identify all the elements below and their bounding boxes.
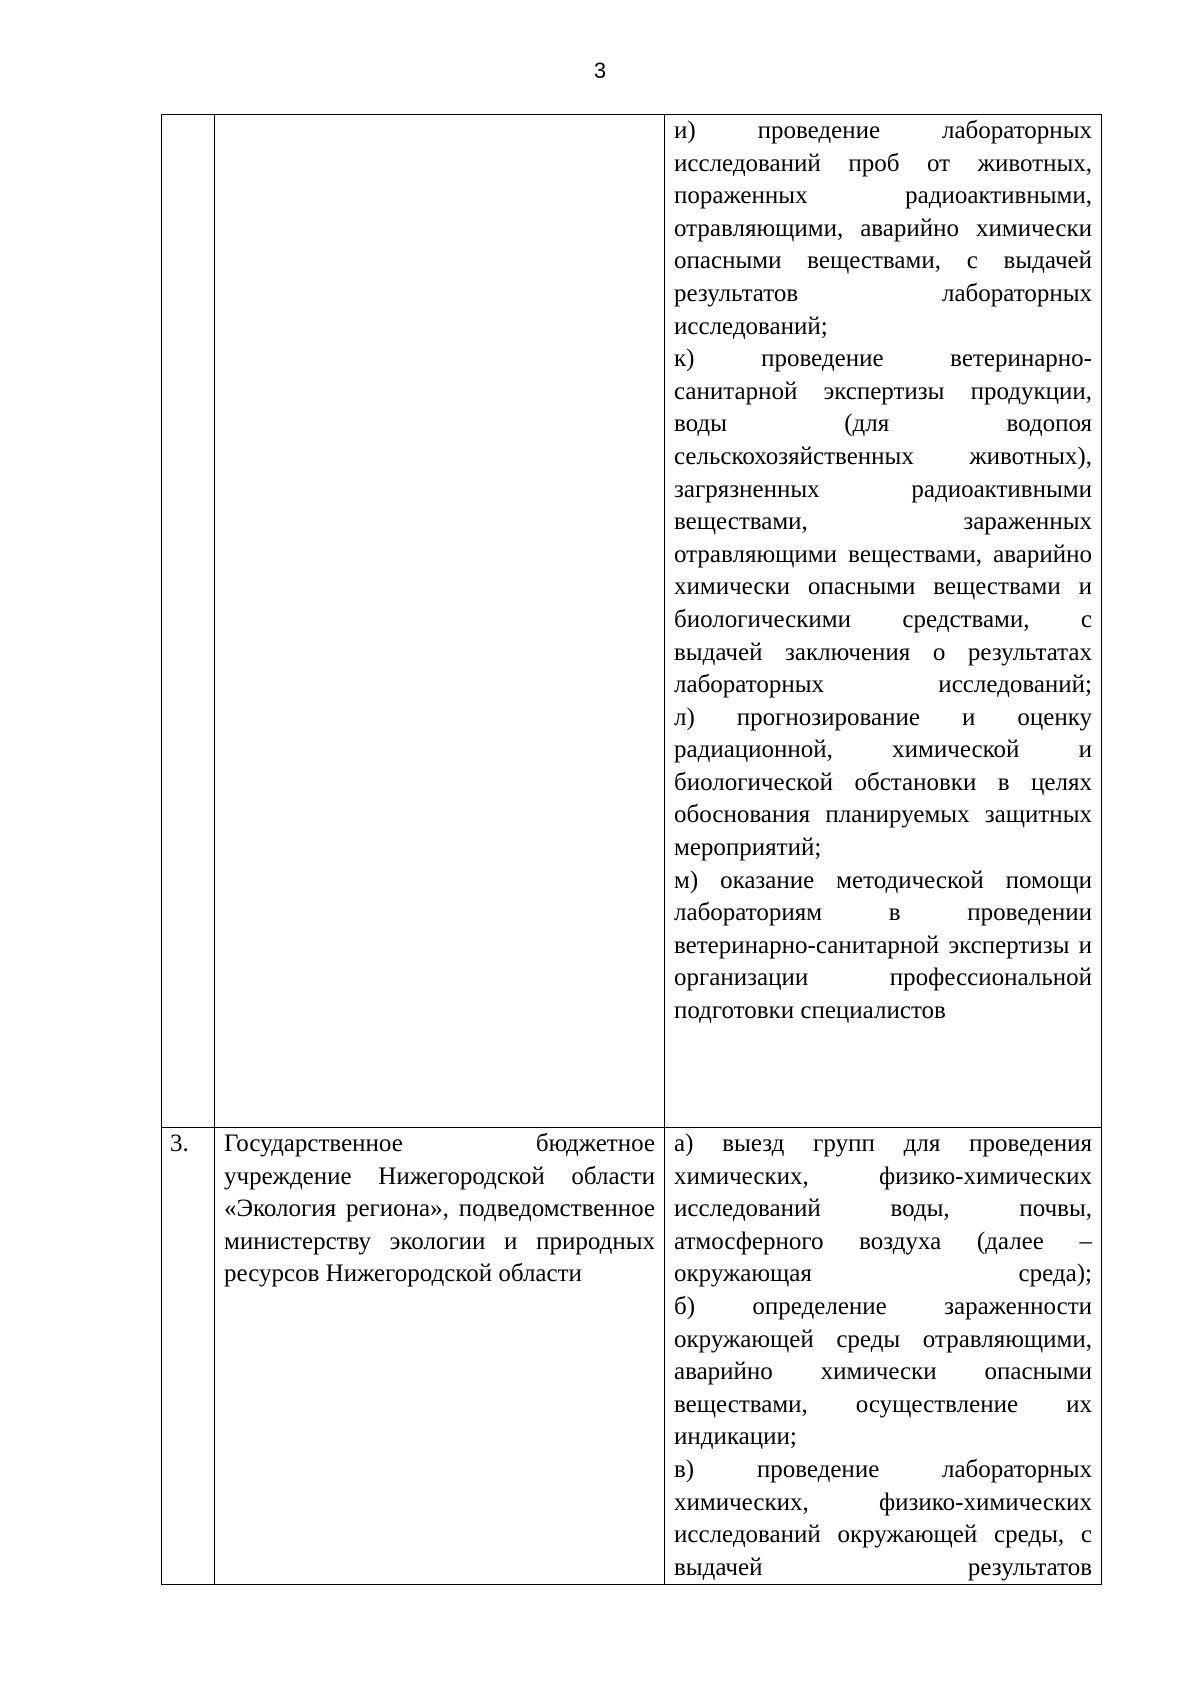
task-item: и) проведение лабораторных исследований проб от животных, пораженных радиоактивными, отравляющими, аварийно химически опасными веществами, с выдачей результатов лабораторных исследований;	[674, 117, 1092, 340]
organization-cell	[215, 1128, 665, 1585]
task-item: в) проведение лабораторных химических, физико-химических исследований окружающей среды, с выдачей результатов	[674, 1455, 1092, 1581]
page-number: 3	[593, 58, 607, 83]
row-number-cell	[162, 115, 215, 1128]
organization-name: Государственное бюджетное учреждение Нижегородской области «Экология региона», подведомственное министерству экологии и природных ресурсов Нижегородской области	[224, 1130, 655, 1288]
task-item: м) оказание методической помощи лабораториям в проведении ветеринарно-санитарной экспертизы и организации профессиональной подготовки специалистов	[674, 866, 1092, 1025]
table-row	[162, 115, 1102, 1128]
task-item: а) выезд групп для проведения химических, физико-химических исследований воды, почвы, атмосферного воздуха (далее – окружающая среда);	[674, 1130, 1092, 1288]
tasks-cell	[665, 115, 1102, 1128]
task-item: б) определение зараженности окружающей среды отравляющими, аварийно химически опасными веществами, осуществление их индикации;	[674, 1292, 1092, 1451]
table-row	[162, 1128, 1102, 1585]
row-number-cell: 3.	[162, 1128, 215, 1585]
tasks-cell	[665, 1128, 1102, 1585]
assignment-table	[161, 114, 1102, 1585]
task-item: л) прогнозирование и оценку радиационной, химической и биологической обстановки в целях обоснования планируемых защитных мероприятий;	[674, 703, 1092, 862]
organization-cell	[215, 115, 665, 1128]
task-item: к) проведение ветеринарно-санитарной экспертизы продукции, воды (для водопоя сельскохозяйственных животных), загрязненных радиоактивными веществами, зараженных отравляющими веществами, аварийно химически опасными веществами и биологическими средствами, с выдачей заключения о результатах лабораторных исследований;	[674, 345, 1092, 699]
